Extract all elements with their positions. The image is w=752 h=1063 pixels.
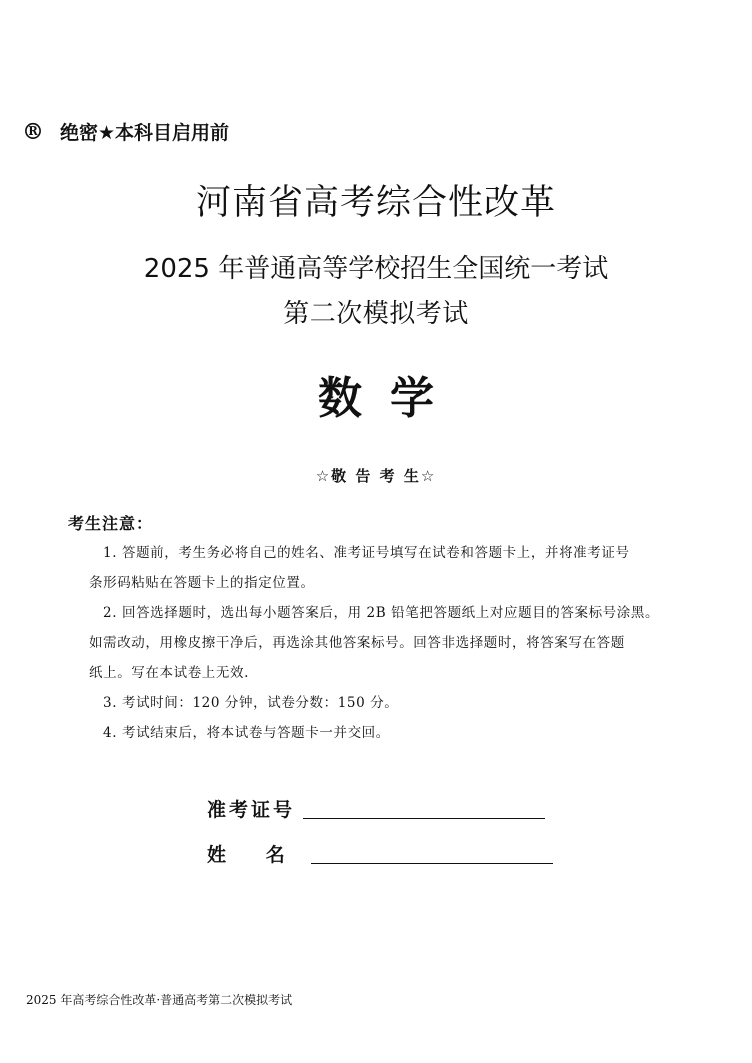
note-line: 4. 考试结束后，将本试卷与答题卡一并交回。 [103, 725, 390, 741]
candidate-id-field[interactable] [303, 798, 545, 819]
note-line: 条形码粘贴在答题卡上的指定位置。 [89, 575, 315, 591]
candidate-id-label: 准考证号 [207, 799, 296, 821]
notes-list [89, 538, 693, 748]
note-line: 1. 答题前，考生务必将自己的姓名、准考证号填写在试卷和答题卡上，并将准考证号 [103, 545, 630, 561]
subject-title: 数学 [318, 373, 462, 424]
note-line: 如需改动，用橡皮擦干净后，再选涂其他答案标号。回答非选择题时，将答案写在答题 [89, 635, 625, 651]
confidential-header [22, 118, 229, 145]
candidate-warning: ☆敬 告 考 生☆ [315, 467, 437, 485]
candidate-name-field[interactable] [311, 843, 553, 864]
confidential-label: 绝密★本科目启用前 [60, 122, 230, 144]
note-line: 2. 回答选择题时，选出每小题答案后，用 2B 铅笔把答题纸上对应题目的答案标号涂黑。 [103, 605, 660, 621]
mock-exam-title: 第二次模拟考试 [283, 299, 469, 329]
candidate-id-row [207, 795, 545, 822]
page-footer: 2025 年高考综合性改革·普通高考第二次模拟考试 [26, 993, 293, 1007]
candidate-name-label: 姓 名 [207, 844, 285, 866]
note-line: 纸上。写在本试卷上无效. [89, 665, 249, 681]
note-line: 3. 考试时间：120 分钟，试卷分数：150 分。 [103, 695, 399, 711]
registered-mark-icon: ® [22, 118, 44, 145]
notes-heading: 考生注意： [68, 514, 154, 533]
candidate-name-row [207, 840, 553, 867]
exam-title: 2025 年普通高等学校招生全国统一考试 [143, 254, 609, 284]
reform-title: 河南省高考综合性改革 [195, 183, 556, 223]
